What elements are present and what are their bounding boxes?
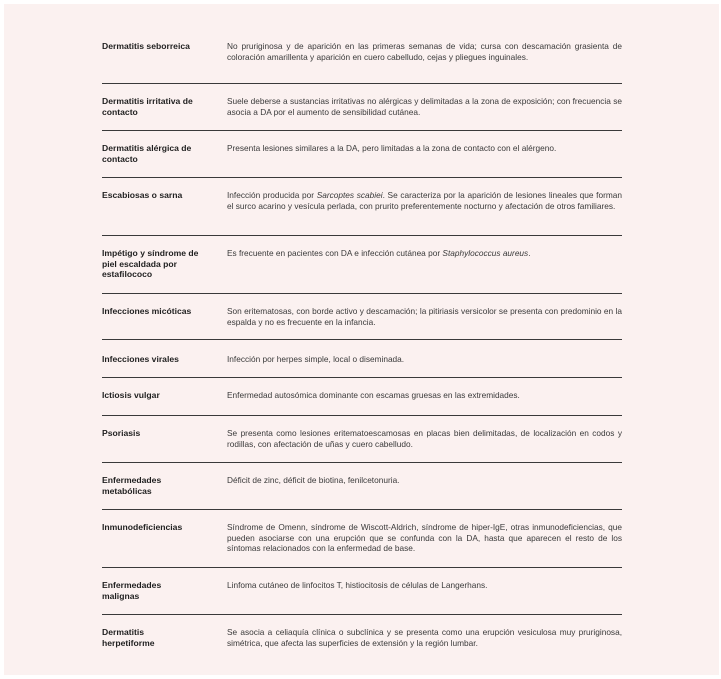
differential-diagnosis-table: [102, 38, 622, 660]
table-row: [102, 416, 622, 463]
row-description: Enfermedad autosómica dominante con escamas gruesas en las extremidades.: [227, 390, 520, 400]
row-term: Inmunodeficiencias: [102, 522, 183, 532]
table-row: [102, 41, 622, 84]
row-description: Es frecuente en pacientes con DA e infección cutánea por Staphylococcus aureus.: [227, 248, 531, 258]
row-term: Impétigo y síndrome de piel escaldada por estafilococo: [102, 248, 199, 279]
table-row: [102, 84, 622, 131]
row-description: Infección por herpes simple, local o diseminada.: [227, 354, 405, 364]
row-term: Dermatitis irritativa de contacto: [102, 96, 193, 117]
row-description: Linfoma cutáneo de linfocitos T, histiocitosis de células de Langerhans.: [227, 580, 488, 590]
table-row: [102, 236, 622, 294]
row-term: Enfermedades metabólicas: [102, 475, 162, 496]
row-term: Infecciones virales: [102, 354, 179, 364]
row-term: Ictiosis vulgar: [102, 390, 160, 400]
table-row: [102, 340, 622, 378]
table-row: [102, 294, 622, 340]
table-row: [102, 568, 622, 615]
row-description: Se presenta como lesiones eritematoescamosas en placas bien delimitadas, de localización en codos y rodillas, con afectación de uñas y cuero cabelludo.: [227, 428, 622, 449]
row-term: Infecciones micóticas: [102, 306, 192, 316]
row-term: Dermatitis alérgica de contacto: [102, 143, 192, 164]
table-row: [102, 463, 622, 510]
row-description: Son eritematosas, con borde activo y descamación; la pitiriasis versicolor se presenta con predominio en la espalda y no es frecuente en la infancia.: [227, 306, 622, 327]
document-page: [4, 4, 719, 675]
row-term: Dermatitis herpetiforme: [102, 627, 155, 648]
row-description: Síndrome de Omenn, síndrome de Wiscott-Aldrich, síndrome de hiper-IgE, otras inmunodeficiencias, que pueden asociarse con una erupción que se confunda con la DA, hasta que aparecen el resto de los síntomas relacionados con la enfermedad de base.: [227, 522, 622, 553]
row-description: Presenta lesiones similares a la DA, pero limitadas a la zona de contacto con el alérgeno.: [227, 143, 557, 153]
row-description: No pruriginosa y de aparición en las primeras semanas de vida; cursa con descamación grasienta de coloración amarillenta y aparición en cuero cabelludo, cejas y pliegues inguinales.: [227, 41, 622, 62]
row-term: Enfermedades malignas: [102, 580, 162, 601]
row-description: Déficit de zinc, déficit de biotina, fenilcetonuria.: [227, 475, 400, 485]
row-description: Suele deberse a sustancias irritativas no alérgicas y delimitadas a la zona de exposición; con frecuencia se asocia a DA por el aumento de sensibilidad cutánea.: [227, 96, 622, 117]
row-term: Dermatitis seborreica: [102, 41, 190, 51]
row-description: Se asocia a celiaquía clínica o subclínica y se presenta como una erupción vesiculosa muy pruriginosa, simétrica, que afecta las superficies de extensión y la región lumbar.: [227, 627, 622, 648]
table-row: [102, 178, 622, 236]
table-row: [102, 378, 622, 416]
table-row: [102, 131, 622, 178]
row-description: Infección producida por Sarcoptes scabiei. Se caracteriza por la aparición de lesiones lineales que forman el surco acarino y vesícula perlada, con prurito preferentemente nocturno y afectación de otros familiares.: [227, 190, 622, 211]
row-term: Psoriasis: [102, 428, 141, 438]
table-row: [102, 510, 622, 568]
row-term: Escabiosas o sarna: [102, 190, 183, 200]
table-row: [102, 615, 622, 660]
